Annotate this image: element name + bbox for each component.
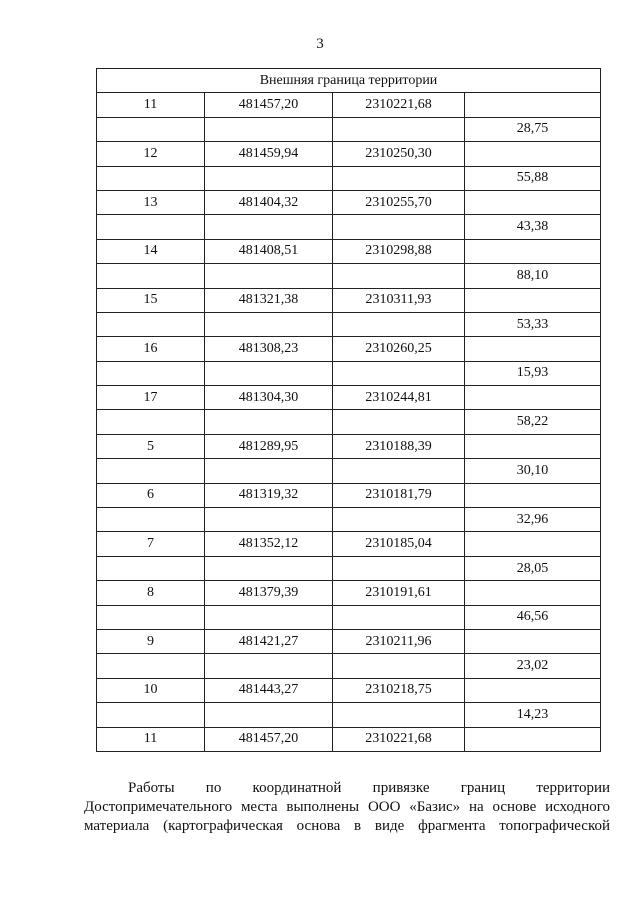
x-coordinate-cell: 481379,39 [205, 581, 333, 605]
table-row-point [97, 288, 601, 312]
y-coordinate-cell: 2310244,81 [333, 386, 465, 410]
paragraph-line: Достопримечательного места выполнены ООО «Базис» на основе исходного [84, 799, 610, 815]
x-coordinate-cell: 481352,12 [205, 532, 333, 556]
distance-cell-empty [465, 581, 601, 605]
empty-cell [97, 410, 205, 434]
empty-cell [205, 508, 333, 532]
distance-cell: 15,93 [465, 361, 601, 385]
point-number-cell: 10 [97, 678, 205, 702]
paragraph-line: Работы по координатной привязке границ территории [128, 780, 610, 796]
coordinates-table [96, 68, 601, 752]
y-coordinate-cell: 2310298,88 [333, 239, 465, 263]
table-row-distance [97, 264, 601, 288]
distance-cell-empty [465, 483, 601, 507]
table-row-point [97, 93, 601, 117]
table-row-point [97, 678, 601, 702]
x-coordinate-cell: 481404,32 [205, 190, 333, 214]
distance-cell-empty [465, 337, 601, 361]
point-number-cell: 11 [97, 93, 205, 117]
y-coordinate-cell: 2310221,68 [333, 727, 465, 751]
y-coordinate-cell: 2310191,61 [333, 581, 465, 605]
table-row-point [97, 337, 601, 361]
x-coordinate-cell: 481289,95 [205, 434, 333, 458]
table-row-point [97, 190, 601, 214]
empty-cell [333, 459, 465, 483]
empty-cell [205, 410, 333, 434]
distance-cell-empty [465, 629, 601, 653]
empty-cell [333, 508, 465, 532]
table-row-point [97, 239, 601, 263]
empty-cell [205, 312, 333, 336]
empty-cell [333, 703, 465, 727]
empty-cell [333, 654, 465, 678]
empty-cell [205, 215, 333, 239]
table-header: Внешняя граница территории [97, 69, 601, 93]
y-coordinate-cell: 2310311,93 [333, 288, 465, 312]
table-row-distance [97, 117, 601, 141]
y-coordinate-cell: 2310255,70 [333, 190, 465, 214]
empty-cell [205, 654, 333, 678]
empty-cell [97, 166, 205, 190]
empty-cell [97, 312, 205, 336]
empty-cell [333, 166, 465, 190]
distance-cell: 43,38 [465, 215, 601, 239]
empty-cell [97, 264, 205, 288]
table-row-distance [97, 215, 601, 239]
distance-cell: 14,23 [465, 703, 601, 727]
table-header-row [97, 69, 601, 93]
distance-cell: 28,75 [465, 117, 601, 141]
x-coordinate-cell: 481304,30 [205, 386, 333, 410]
y-coordinate-cell: 2310260,25 [333, 337, 465, 361]
distance-cell-empty [465, 386, 601, 410]
y-coordinate-cell: 2310218,75 [333, 678, 465, 702]
empty-cell [333, 361, 465, 385]
table-row-distance [97, 508, 601, 532]
x-coordinate-cell: 481321,38 [205, 288, 333, 312]
distance-cell: 55,88 [465, 166, 601, 190]
table-row-distance [97, 361, 601, 385]
body-paragraph [84, 779, 610, 836]
distance-cell-empty [465, 93, 601, 117]
y-coordinate-cell: 2310250,30 [333, 142, 465, 166]
empty-cell [205, 703, 333, 727]
point-number-cell: 17 [97, 386, 205, 410]
empty-cell [97, 703, 205, 727]
table-row-point [97, 434, 601, 458]
x-coordinate-cell: 481319,32 [205, 483, 333, 507]
page-number: 3 [316, 36, 324, 52]
table-row-point [97, 629, 601, 653]
table-row-point [97, 142, 601, 166]
point-number-cell: 13 [97, 190, 205, 214]
empty-cell [333, 605, 465, 629]
point-number-cell: 16 [97, 337, 205, 361]
x-coordinate-cell: 481408,51 [205, 239, 333, 263]
point-number-cell: 11 [97, 727, 205, 751]
empty-cell [333, 312, 465, 336]
empty-cell [205, 117, 333, 141]
x-coordinate-cell: 481421,27 [205, 629, 333, 653]
point-number-cell: 5 [97, 434, 205, 458]
empty-cell [97, 215, 205, 239]
table-row-point [97, 483, 601, 507]
empty-cell [333, 410, 465, 434]
distance-cell: 30,10 [465, 459, 601, 483]
distance-cell: 58,22 [465, 410, 601, 434]
table-row-point [97, 727, 601, 751]
empty-cell [333, 117, 465, 141]
point-number-cell: 7 [97, 532, 205, 556]
x-coordinate-cell: 481459,94 [205, 142, 333, 166]
point-number-cell: 6 [97, 483, 205, 507]
distance-cell: 53,33 [465, 312, 601, 336]
distance-cell-empty [465, 532, 601, 556]
point-number-cell: 12 [97, 142, 205, 166]
distance-cell: 46,56 [465, 605, 601, 629]
distance-cell: 32,96 [465, 508, 601, 532]
y-coordinate-cell: 2310221,68 [333, 93, 465, 117]
empty-cell [97, 117, 205, 141]
distance-cell-empty [465, 678, 601, 702]
empty-cell [205, 361, 333, 385]
distance-cell: 28,05 [465, 556, 601, 580]
empty-cell [97, 459, 205, 483]
distance-cell-empty [465, 190, 601, 214]
empty-cell [333, 556, 465, 580]
distance-cell: 88,10 [465, 264, 601, 288]
distance-cell-empty [465, 239, 601, 263]
table-row-point [97, 532, 601, 556]
point-number-cell: 9 [97, 629, 205, 653]
point-number-cell: 14 [97, 239, 205, 263]
empty-cell [205, 166, 333, 190]
distance-cell-empty [465, 142, 601, 166]
distance-cell-empty [465, 288, 601, 312]
distance-cell-empty [465, 727, 601, 751]
table-row-distance [97, 605, 601, 629]
empty-cell [97, 654, 205, 678]
x-coordinate-cell: 481457,20 [205, 93, 333, 117]
distance-cell: 23,02 [465, 654, 601, 678]
table-row-point [97, 386, 601, 410]
x-coordinate-cell: 481308,23 [205, 337, 333, 361]
table-row-distance [97, 459, 601, 483]
empty-cell [205, 459, 333, 483]
x-coordinate-cell: 481443,27 [205, 678, 333, 702]
table-row-distance [97, 410, 601, 434]
empty-cell [333, 264, 465, 288]
empty-cell [97, 508, 205, 532]
y-coordinate-cell: 2310185,04 [333, 532, 465, 556]
distance-cell-empty [465, 434, 601, 458]
table-row-distance [97, 556, 601, 580]
empty-cell [205, 556, 333, 580]
y-coordinate-cell: 2310211,96 [333, 629, 465, 653]
y-coordinate-cell: 2310188,39 [333, 434, 465, 458]
table-row-point [97, 581, 601, 605]
table-row-distance [97, 703, 601, 727]
point-number-cell: 15 [97, 288, 205, 312]
paragraph-line: материала (картографическая основа в виде фрагмента топографической [84, 818, 610, 834]
y-coordinate-cell: 2310181,79 [333, 483, 465, 507]
empty-cell [205, 264, 333, 288]
table-row-distance [97, 312, 601, 336]
point-number-cell: 8 [97, 581, 205, 605]
empty-cell [333, 215, 465, 239]
empty-cell [205, 605, 333, 629]
table-row-distance [97, 654, 601, 678]
empty-cell [97, 361, 205, 385]
empty-cell [97, 605, 205, 629]
empty-cell [97, 556, 205, 580]
table-row-distance [97, 166, 601, 190]
x-coordinate-cell: 481457,20 [205, 727, 333, 751]
